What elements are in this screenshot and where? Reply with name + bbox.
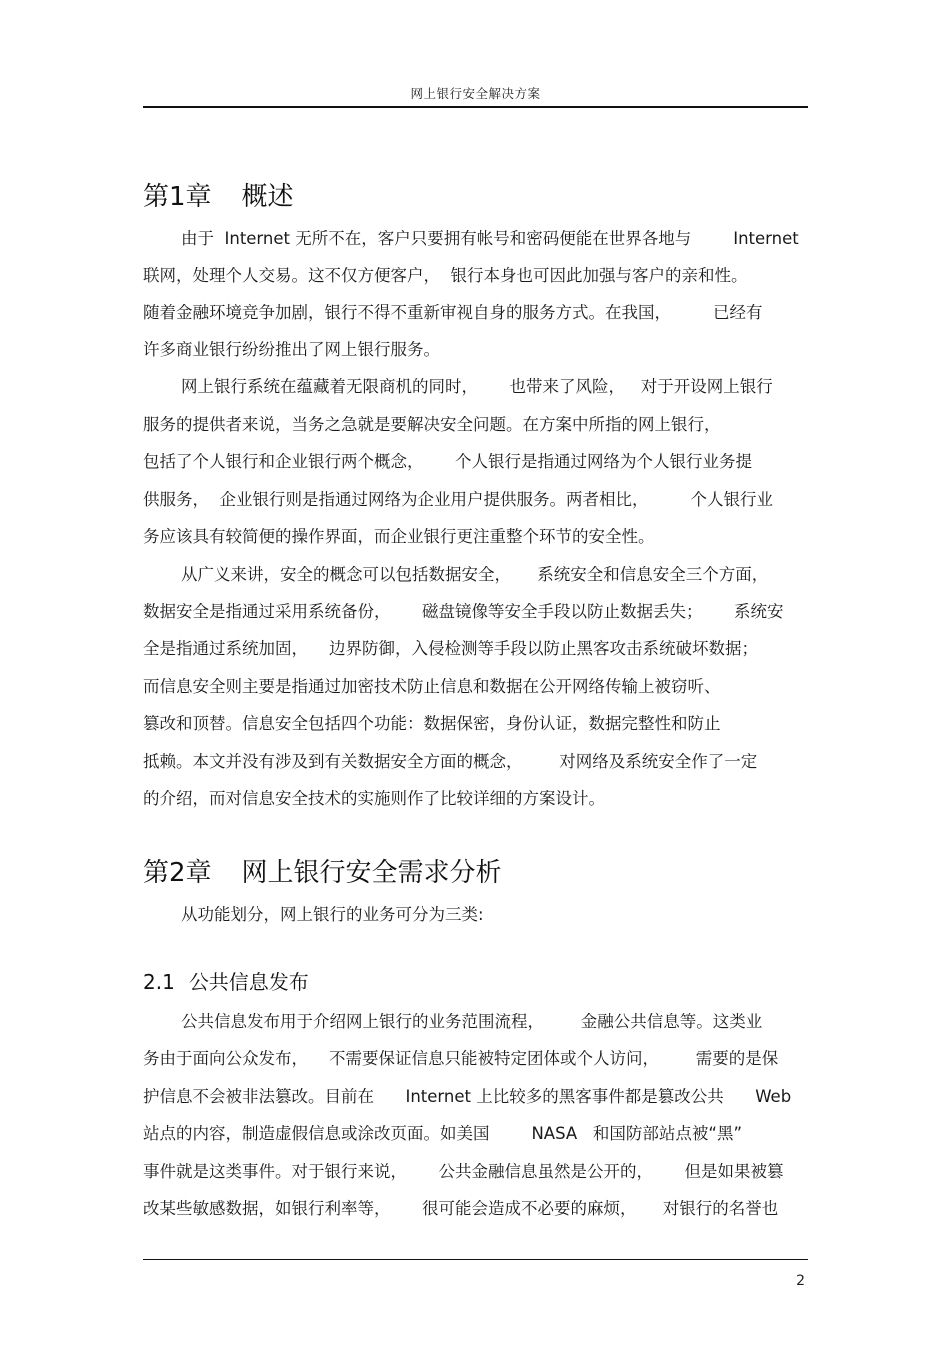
paragraph-line: 公共信息发布用于介绍网上银行的业务范围流程， 金融公共信息等。这类业	[181, 1012, 763, 1031]
paragraph-line: 务应该具有较简便的操作界面，而企业银行更注重整个环节的安全性。	[143, 527, 655, 546]
section-2-1-title: 公共信息发布	[188, 970, 309, 994]
paragraph-line: 抵赖。本文并没有涉及到有关数据安全方面的概念， 对网络及系统安全作了一定	[143, 752, 758, 771]
chapter-1-heading	[143, 176, 294, 213]
paragraph-line: 篡改和顶替。信息安全包括四个功能：数据保密，身份认证，数据完整性和防止	[143, 714, 721, 733]
header-rule	[143, 106, 808, 108]
page-number: 2	[796, 1273, 805, 1289]
paragraph-line: 务由于面向公众发布， 不需要保证信息只能被特定团体或个人访问， 需要的是保	[143, 1049, 779, 1068]
paragraph-line: 许多商业银行纷纷推出了网上银行服务。	[143, 340, 440, 359]
paragraph-line: 网上银行系统在蕴藏着无限商机的同时， 也带来了风险， 对于开设网上银行	[181, 377, 773, 396]
paragraph-line: 数据安全是指通过采用系统备份， 磁盘镜像等安全手段以防止数据丢失； 系统安	[143, 602, 784, 621]
chapter-2-heading	[143, 852, 502, 889]
paragraph-line: 全是指通过系统加固， 边界防御，入侵检测等手段以防止黑客攻击系统破坏数据；	[143, 639, 758, 658]
paragraph-line: 而信息安全则主要是指通过加密技术防止信息和数据在公开网络传输上被窃听、	[143, 677, 721, 696]
paragraph-line: 联网，处理个人交易。这不仅方便客户， 银行本身也可因此加强与客户的亲和性。	[143, 266, 748, 285]
paragraph-line: 的介绍，而对信息安全技术的实施则作了比较详细的方案设计。	[143, 789, 605, 808]
chapter-1-number: 第1章	[143, 182, 212, 212]
section-2-1-number: 2.1	[143, 970, 175, 994]
chapter-2-intro: 从功能划分，网上银行的业务可分为三类:	[181, 905, 484, 924]
paragraph-line: 服务的提供者来说，当务之急就是要解决安全问题。在方案中所指的网上银行，	[143, 415, 721, 434]
paragraph-line: 随着金融环境竞争加剧，银行不得不重新审视自身的服务方式。在我国， 已经有	[143, 303, 763, 322]
paragraph-line: 改某些敏感数据，如银行利率等， 很可能会造成不必要的麻烦， 对银行的名誉也	[143, 1199, 779, 1218]
paragraph-line: 供服务， 企业银行则是指通过网络为企业用户提供服务。两者相比， 个人银行业	[143, 490, 773, 509]
footer-rule	[143, 1259, 808, 1260]
paragraph-line: 从广义来讲，安全的概念可以包括数据安全， 系统安全和信息安全三个方面，	[181, 565, 769, 584]
running-header: 网上银行安全解决方案	[410, 86, 541, 101]
chapter-1-title: 概述	[241, 182, 294, 212]
paragraph-line: 站点的内容，制造虚假信息或涂改页面。如美国 NASA 和国防部站点被“黑”	[143, 1124, 742, 1143]
paragraph-line: 包括了个人银行和企业银行两个概念， 个人银行是指通过网络为个人银行业务提	[143, 452, 752, 471]
chapter-2-number: 第2章	[143, 858, 212, 888]
chapter-2-title: 网上银行安全需求分析	[241, 858, 502, 888]
section-2-1-heading	[143, 966, 309, 995]
paragraph-line: 事件就是这类事件。对于银行来说， 公共金融信息虽然是公开的， 但是如果被篡	[143, 1162, 784, 1181]
paragraph-line: 由于 Internet 无所不在，客户只要拥有帐号和密码便能在世界各地与 Internet	[181, 229, 799, 248]
paragraph-line: 护信息不会被非法篡改。目前在 Internet 上比较多的黑客事件都是篡改公共 Web	[143, 1087, 792, 1106]
